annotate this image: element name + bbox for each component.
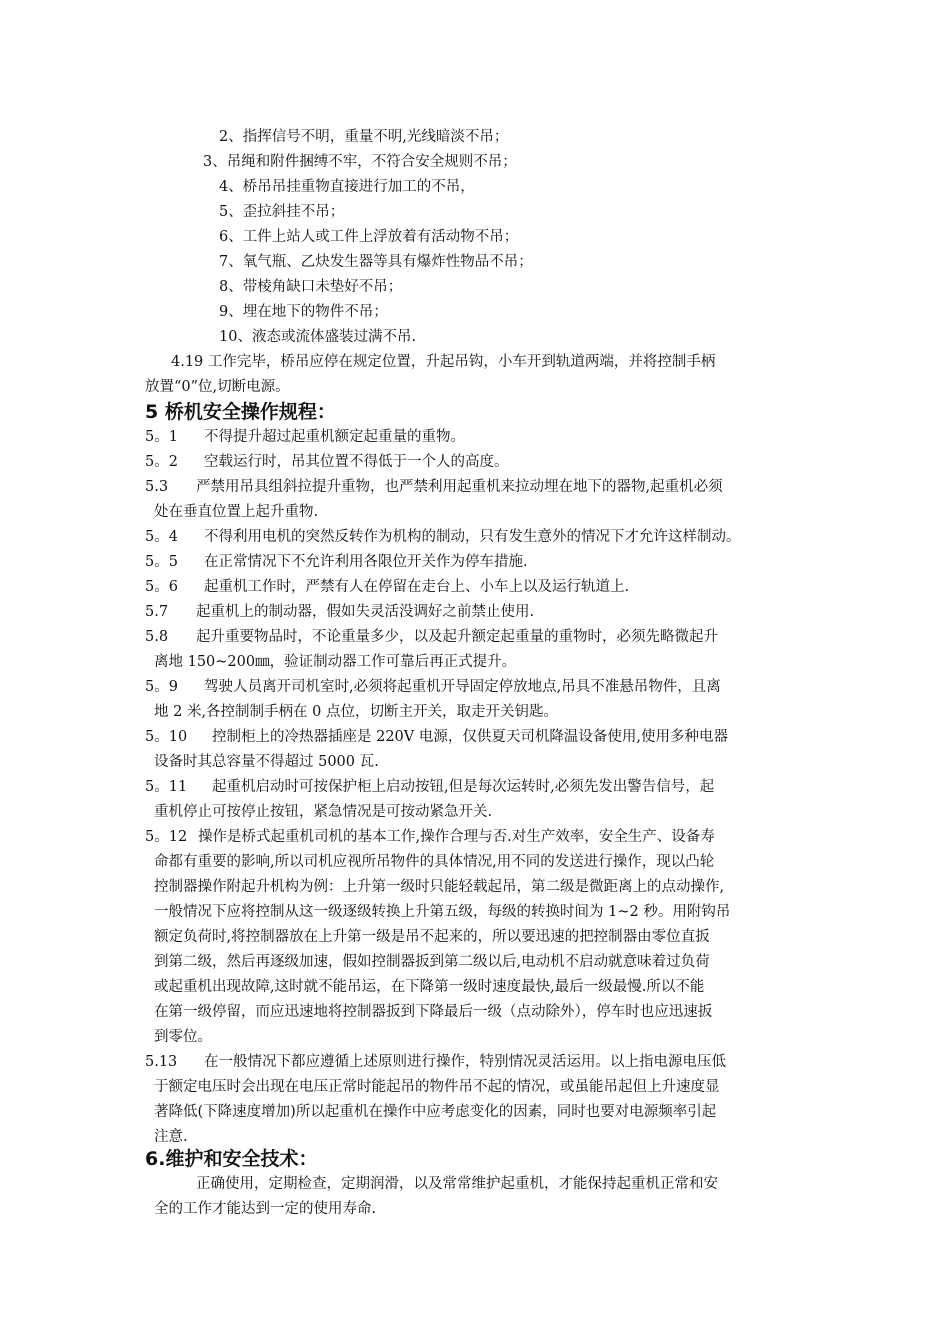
clause-5-1-number: 5。1 bbox=[145, 429, 178, 445]
clause-5-4-number: 5。4 bbox=[145, 529, 178, 545]
clause-5-1-text: 不得提升超过起重机额定起重量的重物。 bbox=[204, 429, 465, 445]
clause-5-13-text: 在一般情况下都应遵循上述原则进行操作，特别情况灵活运用。以上指电源电压低 bbox=[204, 1054, 726, 1070]
clause-5-8-text: 起升重要物品时，不论重量多少，以及起升额定起重量的重物时，必须先略微起升 bbox=[196, 629, 718, 645]
clause-5-3-text: 严禁用吊具组斜拉提升重物，也严禁利用起重机来拉动埋在地下的器物,起重机必须 bbox=[196, 479, 723, 495]
clause-5-12-text: 命都有重要的影响,所以司机应视所吊物件的具体情况,用不同的发送进行操作，现以凸轮 bbox=[154, 854, 715, 870]
clause-5-2-text: 空载运行时，吊其位置不得低于一个人的高度。 bbox=[204, 454, 509, 470]
clause-5-5-text: 在正常情况下不允许利用各限位开关作为停车措施. bbox=[204, 554, 528, 570]
clause-5-9-text: 地 2 米,各控制制手柄在 0 点位，切断主开关，取走开关钥匙。 bbox=[154, 704, 558, 720]
clause-5-12-text: 到零位。 bbox=[154, 1029, 212, 1045]
clause-5-7-text: 起重机上的制动器，假如失灵活没调好之前禁止使用. bbox=[196, 604, 535, 620]
section-5-heading: 5 桥机安全操作规程： bbox=[145, 401, 336, 423]
section-6-heading: 6.维护和安全技术： bbox=[145, 1148, 318, 1170]
clause-5-8-text: 离地 150~200㎜，验证制动器工作可靠后再正式提升。 bbox=[154, 654, 517, 670]
list-item: 8、带棱角缺口未垫好不吊； bbox=[219, 279, 403, 295]
list-item: 2、指挥信号不明，重量不明,光线暗淡不吊； bbox=[219, 129, 509, 145]
clause-5-6-number: 5。6 bbox=[145, 579, 178, 595]
clause-5-10-text: 设备时其总容量不得超过 5000 瓦. bbox=[154, 754, 379, 770]
clause-5-9-text: 驾驶人员离开司机室时,必须将起重机开导固定停放地点,吊具不准悬吊物件，且离 bbox=[204, 679, 721, 695]
paragraph-4-19-line1: 4.19 工作完毕，桥吊应停在规定位置，升起吊钩，小车开到轨道两端，并将控制手柄 bbox=[171, 354, 716, 370]
clause-5-11-text: 重机停止可按停止按钮，紧急情况是可按动紧急开关. bbox=[154, 804, 493, 820]
clause-5-11-number: 5。11 bbox=[145, 779, 188, 795]
clause-5-6-text: 起重机工作时，严禁有人在停留在走台上、小车上以及运行轨道上. bbox=[204, 579, 630, 595]
clause-5-12-number: 5。12 bbox=[145, 829, 188, 845]
list-item: 4、桥吊吊挂重物直接进行加工的不吊， bbox=[219, 179, 475, 195]
list-item: 6、工件上站人或工件上浮放着有活动物不吊； bbox=[219, 229, 519, 245]
paragraph-4-19-line2: 放置“0”位,切断电源。 bbox=[145, 379, 290, 395]
clause-5-12-text: 在第一级停留，而应迅速地将控制器扳到下降最后一级（点动除外），停车时也应迅速扳 bbox=[154, 1004, 713, 1020]
section-6-paragraph: 全的工作才能达到一定的使用寿命. bbox=[154, 1201, 377, 1217]
clause-5-7-number: 5.7 bbox=[145, 604, 169, 620]
list-item: 7、氧气瓶、乙炔发生器等具有爆炸性物品不吊； bbox=[219, 254, 533, 270]
list-item: 10、液态或流体盛装过满不吊. bbox=[219, 329, 417, 345]
clause-5-10-number: 5。10 bbox=[145, 729, 188, 745]
clause-5-13-text: 注意. bbox=[154, 1129, 188, 1145]
clause-5-12-text: 控制器操作附起升机构为例：上升第一级时只能轻载起吊，第二级是微距离上的点动操作, bbox=[154, 879, 725, 895]
clause-5-4-text: 不得利用电机的突然反转作为机构的制动，只有发生意外的情况下才允许这样制动。 bbox=[204, 529, 741, 545]
clause-5-13-number: 5.13 bbox=[145, 1054, 178, 1070]
clause-5-13-text: 著降低(下降速度增加)所以起重机在操作中应考虑变化的因素，同时也要对电源频率引起 bbox=[154, 1104, 717, 1120]
clause-5-10-text: 控制柜上的冷热器插座是 220V 电源，仅供夏天司机降温设备使用,使用多种电器 bbox=[212, 729, 728, 745]
clause-5-12-text: 额定负荷时,将控制器放在上升第一级是吊不起来的，所以要迅速的把控制器由零位直扳 bbox=[154, 929, 710, 945]
section-6-paragraph: 正确使用，定期检查，定期润滑，以及常常维护起重机，才能保持起重机正常和安 bbox=[196, 1176, 718, 1192]
clause-5-12-text: 操作是桥式起重机司机的基本工作,操作合理与否.对生产效率，安全生产、设备寿 bbox=[198, 829, 715, 845]
clause-5-13-text: 于额定电压时会出现在电压正常时能起吊的物件吊不起的情况，或虽能吊起但上升速度显 bbox=[154, 1079, 720, 1095]
list-item: 3、吊绳和附件捆缚不牢，不符合安全规则不吊； bbox=[203, 154, 517, 170]
clause-5-3-number: 5.3 bbox=[145, 479, 169, 495]
clause-5-3-text: 处在垂直位置上起升重物. bbox=[154, 504, 319, 520]
clause-5-9-number: 5。9 bbox=[145, 679, 178, 695]
clause-5-8-number: 5.8 bbox=[145, 629, 169, 645]
clause-5-11-text: 起重机启动时可按保护柜上启动按钮,但是每次运转时,必须先发出警告信号，起 bbox=[212, 779, 715, 795]
list-item: 9、埋在地下的物件不吊； bbox=[219, 304, 388, 320]
clause-5-5-number: 5。5 bbox=[145, 554, 178, 570]
clause-5-12-text: 到第二级，然后再逐级加速，假如控制器扳到第二级以后,电动机不启动就意味着过负荷 bbox=[154, 954, 710, 970]
clause-5-12-text: 或起重机出现故障,这时就不能吊运，在下降第一级时速度最快,最后一级最慢.所以不能 bbox=[154, 979, 705, 995]
clause-5-12-text: 一般情况下应将控制从这一级逐级转换上升第五级，每级的转换时间为 1~2 秒。用附钩吊 bbox=[154, 904, 731, 920]
clause-5-2-number: 5。2 bbox=[145, 454, 178, 470]
list-item: 5、歪拉斜挂不吊； bbox=[219, 204, 345, 220]
